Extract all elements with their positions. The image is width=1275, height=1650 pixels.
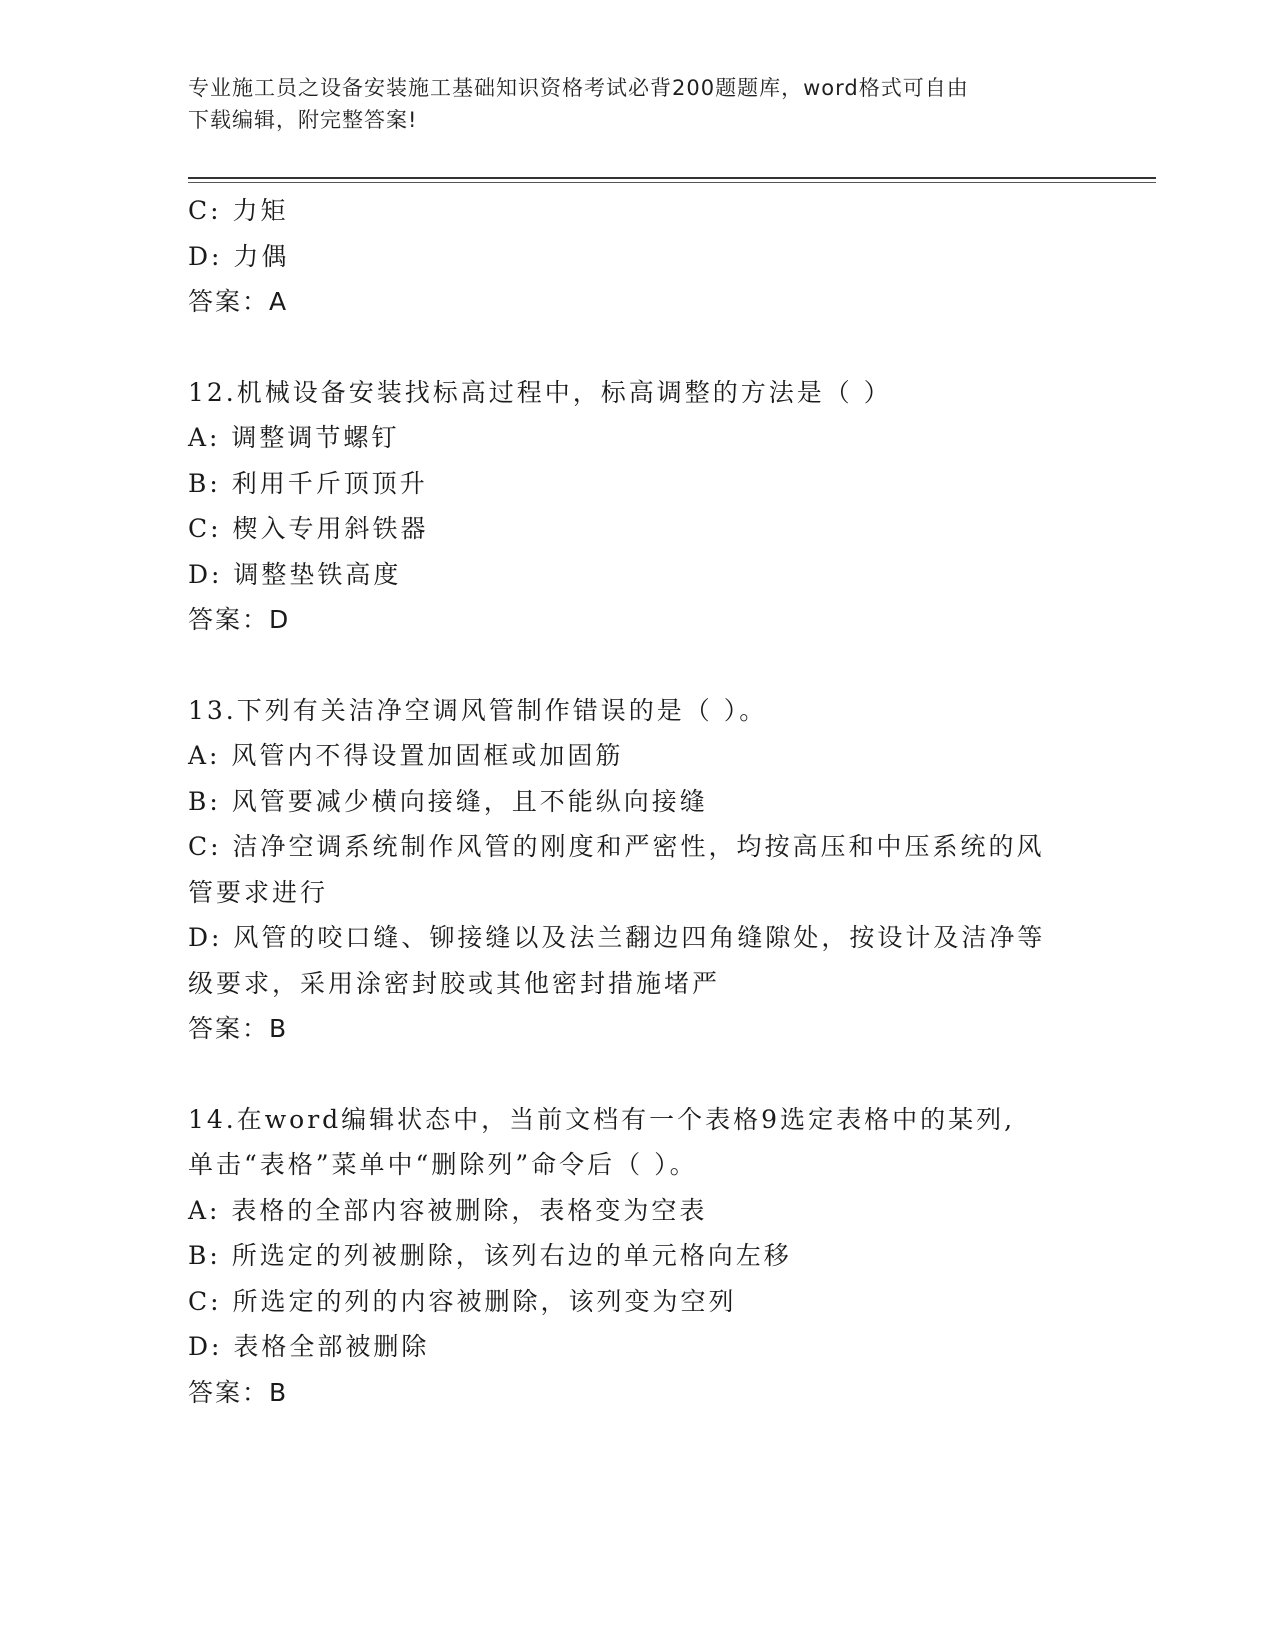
option-d-continued: 级要求，采用涂密封胶或其他密封措施堵严 xyxy=(188,968,721,998)
option-d: D: 风管的咬口缝、铆接缝以及法兰翻边四角缝隙处，按设计及洁净等 xyxy=(188,923,1046,952)
question-text: 12.机械设备安装找标高过程中，标高调整的方法是（ ） xyxy=(188,377,892,407)
question-spacer xyxy=(188,643,1088,688)
document-header xyxy=(188,72,1088,136)
option-d: D: 力偶 xyxy=(188,241,290,271)
answer-line: 答案：B xyxy=(188,1377,289,1407)
option-b: B: 风管要减少横向接缝，且不能纵向接缝 xyxy=(188,786,708,816)
header-rule-thin xyxy=(188,182,1156,183)
question-13 xyxy=(188,688,1088,1052)
option-b: B: 利用千斤顶顶升 xyxy=(188,468,428,498)
header-rule-thick xyxy=(188,177,1156,179)
question-12 xyxy=(188,370,1088,643)
answer-line: 答案：B xyxy=(188,1014,289,1043)
option-c: C: 所选定的列的内容被删除，该列变为空列 xyxy=(188,1286,737,1316)
answer-line: 答案：D xyxy=(188,605,291,634)
question-text-continued: 单击“表格”菜单中“删除列”命令后（ ）。 xyxy=(188,1150,698,1179)
question-list xyxy=(188,188,1088,1415)
option-c-continued: 管要求进行 xyxy=(188,877,329,907)
option-a: A: 表格的全部内容被删除，表格变为空表 xyxy=(188,1195,708,1225)
option-b: B: 所选定的列被删除，该列右边的单元格向左移 xyxy=(188,1241,792,1270)
option-d: D: 调整垫铁高度 xyxy=(188,559,402,589)
header-line-2: 下载编辑，附完整答案! xyxy=(188,108,418,132)
option-d: D: 表格全部被删除 xyxy=(188,1332,430,1361)
header-line-1: 专业施工员之设备安装施工基础知识资格考试必背200题题库，word格式可自由 xyxy=(188,76,969,100)
previous-question-tail xyxy=(188,188,1088,325)
question-spacer xyxy=(188,325,1088,370)
option-c: C: 洁净空调系统制作风管的刚度和严密性，均按高压和中压系统的风 xyxy=(188,832,1045,861)
question-text: 14.在word编辑状态中，当前文档有一个表格9选定表格中的某列, xyxy=(188,1104,1016,1134)
option-a: A: 调整调节螺钉 xyxy=(188,423,400,452)
question-spacer xyxy=(188,1052,1088,1097)
answer-line: 答案：A xyxy=(188,287,289,316)
question-text: 13.下列有关洁净空调风管制作错误的是（ ）。 xyxy=(188,695,768,725)
question-14 xyxy=(188,1097,1088,1416)
option-c: C: 楔入专用斜铁器 xyxy=(188,514,429,543)
option-c: C: 力矩 xyxy=(188,196,289,225)
option-a: A: 风管内不得设置加固框或加固筋 xyxy=(188,741,624,770)
